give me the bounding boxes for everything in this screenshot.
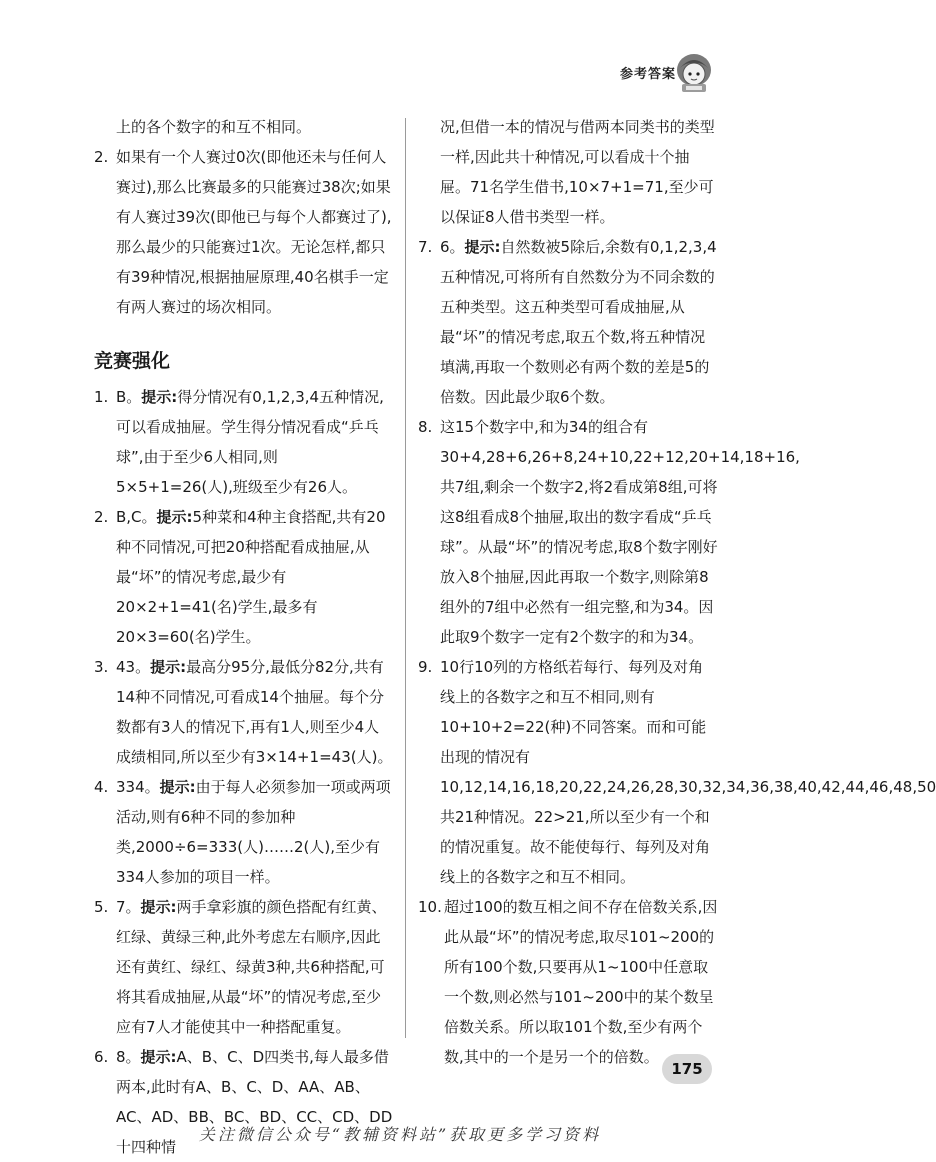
item-text: 两手拿彩旗的颜色搭配有红黄、红绿、黄绿三种,此外考虑左右顺序,因此还有黄红、绿红、绿黄3种,共6种搭配,可将其看成抽屉,从最“坏”的情况考虑,至少应有7人才能使其中一种搭配重复。 bbox=[116, 898, 387, 1036]
hint-label: 提示: bbox=[150, 658, 187, 676]
list-item bbox=[418, 232, 718, 412]
item-text: 10行10列的方格纸若每行、每列及对角线上的各数字之和互不相同,则有10+10+2=22(种)不同答案。而和可能出现的情况有10,12,14,16,18,20,22,24,26,28,30,32,34,36,38,40,42,44,46,48,50共21种情况。22>21,所以至少有一个和的情况重复。故不能使每行、每列及对角线上的各数字之和互不相同。 bbox=[440, 658, 936, 886]
list-item bbox=[94, 652, 394, 772]
item-text: 如果有一个人赛过0次(即他还未与任何人赛过),那么比赛最多的只能赛过38次;如果有人赛过39次(即他已与每个人都赛过了),那么最少的只能赛过1次。无论怎样,都只有39种情况,根据抽屉原理,40名棋手一定有两人赛过的场次相同。 bbox=[116, 148, 392, 316]
item-text: 由于每人必须参加一项或两项活动,则有6种不同的参加种类,2000÷6=333(人)……2(人),至少有334人参加的项目一样。 bbox=[116, 778, 391, 886]
right-column bbox=[418, 112, 936, 1072]
item-text: 这15个数字中,和为34的组合有30+4,28+6,26+8,24+10,22+12,20+14,18+16,共7组,剩余一个数字2,将2看成第8组,可将这8组看成8个抽屉,取出的数字看成“乒乓球”。从最“坏”的情况考虑,取8个数字刚好放入8个抽屉,因此再取一个数字,则除第8组外的7组中必然有一组完整,和为34。因此取9个数字一定有2个数字的和为34。 bbox=[440, 418, 800, 646]
item-number: 2. bbox=[94, 148, 109, 166]
footer-note: 关注微信公众号“教辅资料站”获取更多学习资料 bbox=[198, 1125, 602, 1144]
left-column bbox=[94, 112, 394, 1162]
page-number: 175 bbox=[662, 1054, 712, 1084]
intro-line: 上的各个数字的和互不相同。 bbox=[116, 118, 312, 136]
hint-label: 提示: bbox=[159, 778, 196, 796]
hint-label: 提示: bbox=[141, 388, 178, 406]
item-text: 超过100的数互相之间不存在倍数关系,因此从最“坏”的情况考虑,取尽101~200的所有100个数,只要再从1~100中任意取一个数,则必然与101~200中的某个数呈倍数关系。所以取101个数,至少有两个数,其中的一个是另一个的倍数。 bbox=[444, 898, 718, 1066]
item-lead: 334。 bbox=[116, 778, 160, 796]
item-number: 3. bbox=[94, 658, 109, 676]
item-number: 9. bbox=[418, 658, 433, 676]
header-label: 参考答案 bbox=[620, 67, 677, 82]
item-number: 6. bbox=[94, 1048, 109, 1066]
item-lead: 6。 bbox=[440, 238, 465, 256]
item-number: 10. bbox=[418, 898, 442, 916]
continuation-text: 况,但借一本的情况与借两本同类书的类型一样,因此共十种情况,可以看成十个抽屉。71名学生借书,10×7+1=71,至少可以保证8人借书类型一样。 bbox=[440, 118, 715, 226]
item-text: A、B、C、D四类书,每人最多借两本,此时有A、B、C、D、AA、AB、AC、AD、BB、BC、BD、CC、CD、DD十四种情 bbox=[116, 1048, 393, 1156]
cartoon-girl-icon bbox=[672, 50, 716, 94]
list-item bbox=[94, 502, 394, 652]
item-number: 7. bbox=[418, 238, 433, 256]
list-item bbox=[94, 892, 394, 1042]
list-item bbox=[418, 412, 800, 652]
item-number: 4. bbox=[94, 778, 109, 796]
item-text: 自然数被5除后,余数有0,1,2,3,4五种情况,可将所有自然数分为不同余数的五种类型。这五种类型可看成抽屉,从最“坏”的情况考虑,取五个数,将五种情况填满,再取一个数则必有两个数的差是5的倍数。因此最少取6个数。 bbox=[440, 238, 717, 406]
hint-label: 提示: bbox=[140, 1048, 177, 1066]
item-number: 2. bbox=[94, 508, 109, 526]
column-divider bbox=[405, 118, 406, 1038]
item-lead: B。 bbox=[116, 388, 142, 406]
hint-label: 提示: bbox=[156, 508, 193, 526]
item-number: 5. bbox=[94, 898, 109, 916]
hint-label: 提示: bbox=[464, 238, 501, 256]
item-number: 8. bbox=[418, 418, 433, 436]
list-item bbox=[418, 892, 718, 1072]
item-text: 得分情况有0,1,2,3,4五种情况,可以看成抽屉。学生得分情况看成“乒乓球”,由于至少6人相同,则5×5+1=26(人),班级至少有26人。 bbox=[116, 388, 384, 496]
item-lead: B,C。 bbox=[116, 508, 157, 526]
item-text: 最高分95分,最低分82分,共有14种不同情况,可看成14个抽屉。每个分数都有3人的情况下,再有1人,则至少4人成绩相同,所以至少有3×14+1=43(人)。 bbox=[116, 658, 393, 766]
item-text: 5种菜和4种主食搭配,共有20种不同情况,可把20种搭配看成抽屉,从最“坏”的情况考虑,最少有20×2+1=41(名)学生,最多有20×3=60(名)学生。 bbox=[116, 508, 386, 646]
list-item bbox=[94, 382, 394, 502]
hint-label: 提示: bbox=[140, 898, 177, 916]
item-lead: 8。 bbox=[116, 1048, 141, 1066]
item-lead: 7。 bbox=[116, 898, 141, 916]
list-item bbox=[94, 772, 394, 892]
section-title: 竞赛强化 bbox=[94, 350, 171, 372]
item-number: 1. bbox=[94, 388, 109, 406]
list-item bbox=[418, 652, 936, 892]
list-item bbox=[94, 142, 394, 322]
item-lead: 43。 bbox=[116, 658, 151, 676]
